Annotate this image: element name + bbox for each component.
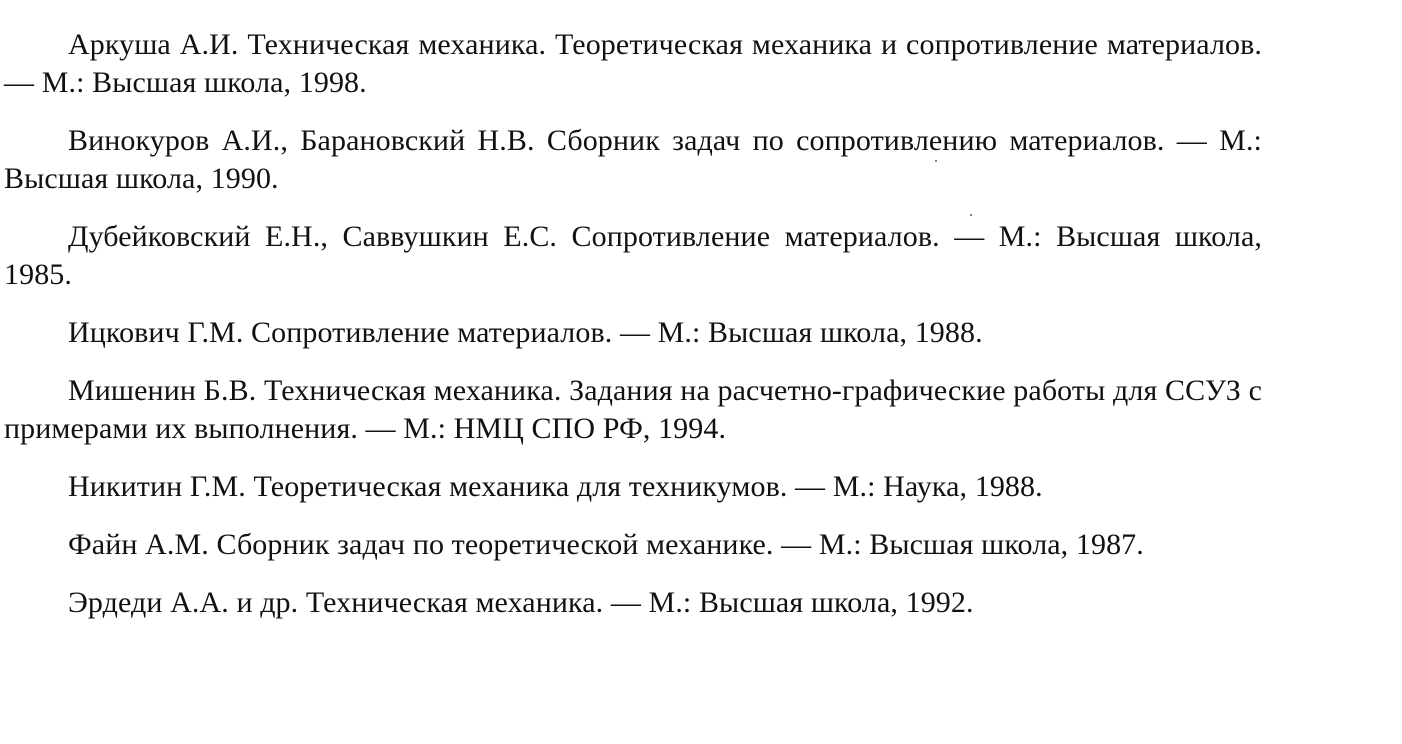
scan-speck	[970, 214, 972, 216]
reference-item: Никитин Г.М. Теоретическая механика для техникумов. — М.: Наука, 1988.	[68, 470, 1043, 503]
reference-item: Винокуров А.И., Барановский Н.В. Сборник задач по сопротивлению материалов. — М.: Высшая школа, 1990.	[4, 124, 1262, 195]
reference-item: Эрдеди А.А. и др. Техническая механика. — М.: Высшая школа, 1992.	[68, 586, 974, 619]
reference-list	[4, 26, 1262, 642]
reference-item: Файн А.М. Сборник задач по теоретической механике. — М.: Высшая школа, 1987.	[68, 528, 1144, 561]
reference-item: Мишенин Б.В. Техническая механика. Задания на расчетно-графические работы для ССУЗ с примерами их выполнения. — М.: НМЦ СПО РФ, 1994.	[4, 374, 1262, 445]
reference-item: Ицкович Г.М. Сопротивление материалов. — М.: Высшая школа, 1988.	[68, 316, 983, 349]
reference-item: Аркуша А.И. Техническая механика. Теоретическая механика и сопротивление материалов. — М.: Высшая школа, 1998.	[4, 28, 1262, 99]
scan-speck	[935, 160, 937, 162]
reference-item: Дубейковский Е.Н., Саввушкин Е.С. Сопротивление материалов. — М.: Высшая школа, 1985.	[4, 220, 1262, 291]
